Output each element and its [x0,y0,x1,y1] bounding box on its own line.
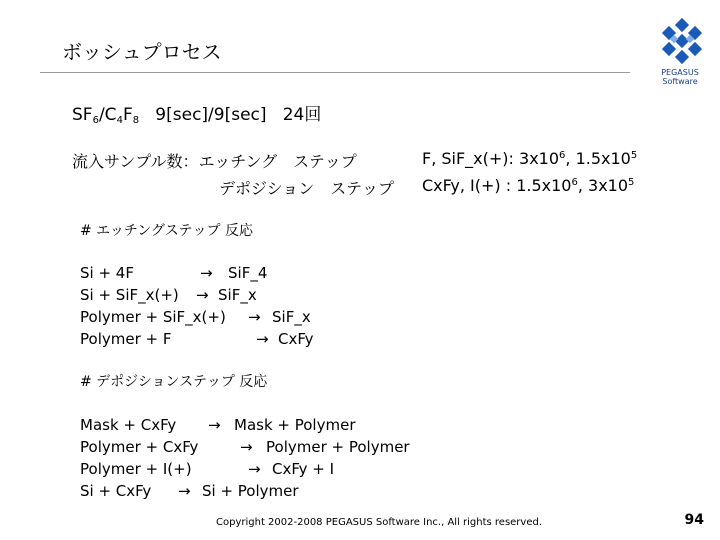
dep-reaction-arrow: → [208,416,221,434]
flow-etch-value [422,149,637,168]
page-number: 94 [684,512,704,528]
reaction-lhs: Polymer + F [80,330,172,348]
dep-reaction-row [80,482,151,500]
etch-reaction-row [80,286,179,304]
param-f-sub: 8 [132,115,140,126]
dep-heading: # デポジションステップ 反応 [80,374,268,390]
dep-mid: , 3x10 [577,176,629,195]
logo-line1: PEGASUS [661,68,699,77]
etch-reaction-arrow: → [196,286,209,304]
reaction-lhs: Si + 4F [80,264,134,282]
etch-reaction-row [80,330,171,348]
param-sf: SF [72,105,93,125]
reaction-lhs: Polymer + CxFy [80,438,199,456]
etch-mid: , 1.5x10 [565,149,631,168]
process-parameters [72,100,321,126]
dep-reaction-rhs: Polymer + Polymer [266,438,410,456]
logo-line2: Software [662,77,698,86]
param-sf-sub: 6 [92,115,99,126]
dep-reaction-rhs: Si + Polymer [202,482,299,500]
dep-reaction-arrow: → [248,460,261,478]
etch-value-text: F, SiF_x(+): 3x10 [422,149,560,168]
param-rest: 9[sec]/9[sec] 24回 [139,105,322,125]
etch-reaction-rhs: SiF_4 [228,264,268,282]
etch-exp2: 5 [630,150,638,161]
page-title: ボッシュプロセス [62,40,222,64]
param-c-sub: 4 [116,115,123,126]
etch-heading: # エッチングステップ 反応 [80,223,253,239]
flow-label: 流入サンプル数： [72,152,199,171]
reaction-lhs: Polymer + SiF_x(+) [80,308,226,326]
dep-reaction-rhs: Mask + Polymer [234,416,356,434]
etch-exp1: 6 [559,150,566,161]
etch-reaction-rhs: SiF_x [218,286,257,304]
dep-reaction-arrow: → [240,438,253,456]
etch-reaction-arrow: → [200,264,213,282]
dep-reaction-row [80,460,192,478]
dep-value-text: CxFy, I(+) : 1.5x10 [422,176,572,195]
dep-reaction-rhs: CxFy + I [272,460,335,478]
flow-dep-label: デポジション ステップ [219,179,394,198]
dep-reaction-arrow: → [178,482,191,500]
etch-reaction-arrow: → [248,308,261,326]
dep-reaction-row [80,416,176,434]
flow-etch-line [72,149,357,172]
copyright-footer: Copyright 2002-2008 PEGASUS Software Inc., All rights reserved. [216,517,543,528]
etch-reaction-arrow: → [256,330,269,348]
param-c: /C [98,105,117,125]
flow-etch-label: エッチング ステップ [198,152,357,171]
reaction-lhs: Si + CxFy [80,482,152,500]
logo-text [650,68,710,86]
reaction-lhs: Polymer + I(+) [80,460,192,478]
dep-reaction-row [80,438,198,456]
reaction-lhs: Si + SiF_x(+) [80,286,179,304]
flow-dep-value [422,176,634,195]
param-f: F [122,105,133,125]
etch-reaction-row [80,264,134,282]
etch-reaction-rhs: SiF_x [272,308,311,326]
dep-exp2: 5 [628,177,635,188]
title-divider [40,72,630,73]
etch-reaction-row [80,308,226,326]
reaction-lhs: Mask + CxFy [80,416,177,434]
dep-exp1: 6 [571,177,578,188]
etch-reaction-rhs: CxFy [278,330,314,348]
